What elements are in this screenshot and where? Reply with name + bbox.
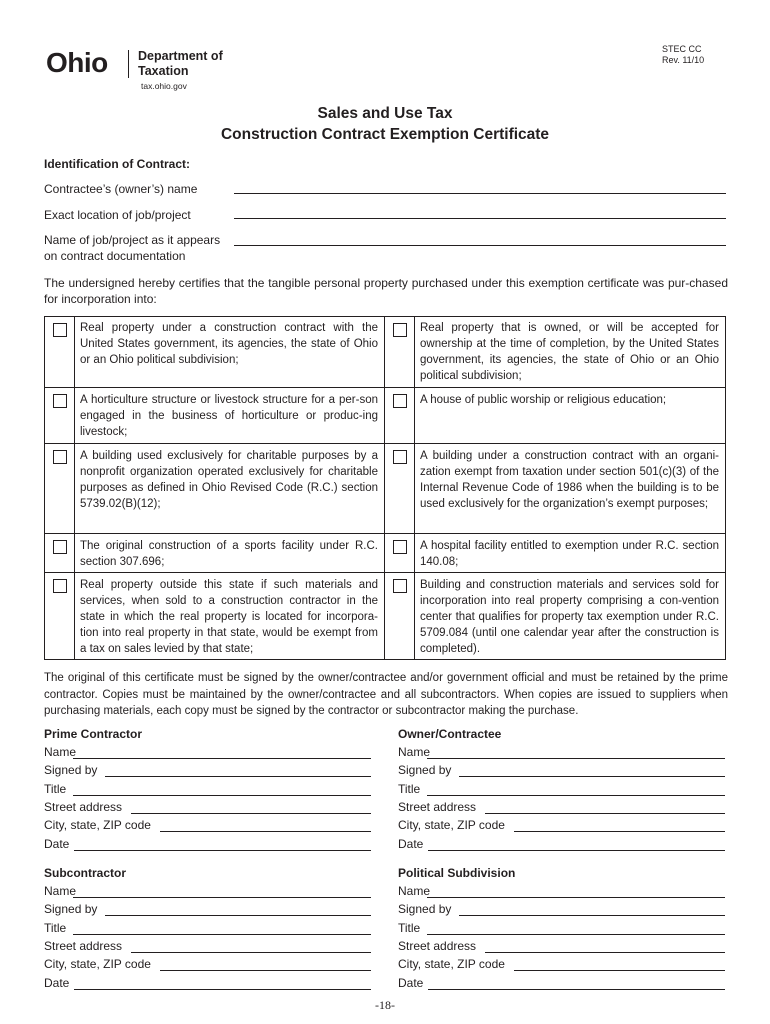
checkbox-federal-state-contract[interactable]: [53, 323, 67, 337]
logo-ohio-word: Ohio: [46, 47, 108, 78]
prime-field-label: Signed by: [44, 763, 98, 777]
job-name-label-2: on contract documentation: [44, 249, 186, 263]
form-identifier: [662, 44, 732, 66]
checkbox-sports-facility[interactable]: [53, 540, 67, 554]
prime-field-input[interactable]: [105, 776, 371, 777]
checkbox-house-of-worship[interactable]: [393, 394, 407, 408]
grid-row-divider: [44, 443, 726, 444]
job-name-label-1: Name of job/project as it appears: [44, 233, 221, 247]
political-field-label: Signed by: [398, 902, 452, 916]
checkbox-charitable-building[interactable]: [53, 450, 67, 464]
owner-field-input[interactable]: [459, 776, 725, 777]
owner-field-input[interactable]: [514, 831, 725, 832]
option-convention-center: Building and construction materials and services sold for incorporation into real property comprising a con-vention center that qualifies for property tax exemption under R.C. 5709.084 (until one calendar year after the construction is completed).: [420, 579, 719, 655]
job-name-field[interactable]: [234, 245, 726, 246]
retention-note: The original of this certificate must be signed by the owner/contractee and/or government official and must be retained by the prime contractor. Copies must be maintained by the owner/contractee and all subcontractors. When copies are issued to suppliers when purchasing materials, each copy must be signed by the contractor or subcontractor making the purchase.: [44, 672, 728, 717]
political-field-label: Title: [398, 921, 421, 935]
political-field-label: City, state, ZIP code: [398, 957, 505, 971]
sub-field-label: City, state, ZIP code: [44, 957, 151, 971]
sub-field-label: Street address: [44, 939, 123, 953]
political-field-input[interactable]: [427, 934, 725, 935]
checkbox-convention-center[interactable]: [393, 579, 407, 593]
sub-field-label: Date: [44, 976, 70, 990]
owner-field-input[interactable]: [427, 795, 725, 796]
political-field-input[interactable]: [485, 952, 725, 953]
option-sports-facility: The original construction of a sports facility under R.C. section 307.696;: [80, 540, 378, 568]
sub-field-input[interactable]: [131, 952, 371, 953]
prime-field-label: City, state, ZIP code: [44, 818, 151, 832]
checkbox-government-owned-property[interactable]: [393, 323, 407, 337]
grid-row-divider: [44, 387, 726, 388]
prime-field-input[interactable]: [131, 813, 371, 814]
form-code: STEC CC: [662, 44, 702, 54]
option-horticulture-structure: A horticulture structure or livestock structure for a per-son engaged in the business of horticulture or produc-ing livestock;: [80, 394, 378, 438]
sub-field-label: Title: [44, 921, 67, 935]
checkbox-hospital-facility[interactable]: [393, 540, 407, 554]
owner-field-label: Date: [398, 837, 424, 851]
prime-field-input[interactable]: [160, 831, 371, 832]
subcontractor-heading: Subcontractor: [44, 866, 127, 880]
political-field-input[interactable]: [427, 897, 725, 898]
logo-divider: [128, 50, 129, 78]
political-field-label: Date: [398, 976, 424, 990]
option-house-of-worship: A house of public worship or religious education;: [420, 394, 667, 406]
sub-field-input[interactable]: [74, 989, 371, 990]
option-government-owned-property: Real property that is owned, or will be accepted for ownership at the time of completion, by the United States government, its agencies, the state of Ohio or an Ohio political subdivision;: [420, 322, 719, 382]
prime-contractor-heading: Prime Contractor: [44, 727, 143, 741]
title-line-2: Construction Contract Exemption Certificate: [220, 126, 550, 143]
grid-col-divider: [384, 316, 385, 660]
sub-field-input[interactable]: [160, 970, 371, 971]
identification-heading: Identification of Contract:: [44, 157, 190, 171]
owner-field-label: City, state, ZIP code: [398, 818, 505, 832]
sub-field-input[interactable]: [73, 897, 371, 898]
form-revision: Rev. 11/10: [662, 55, 705, 65]
political-field-label: Street address: [398, 939, 477, 953]
political-field-input[interactable]: [459, 915, 725, 916]
title-line-1: Sales and Use Tax: [317, 105, 453, 122]
checkbox-horticulture-structure[interactable]: [53, 394, 67, 408]
owner-contractee-heading: Owner/Contractee: [398, 727, 502, 741]
contractee-name-field[interactable]: [234, 193, 726, 194]
option-out-of-state-property: Real property outside this state if such materials and services, when sold to a construction contractor in the state in which the real property is located for incorpora-tion into real property in that state, would be exempt from a tax on sales levied by that state;: [80, 579, 378, 655]
owner-field-label: Name: [398, 745, 431, 759]
sub-field-label: Name: [44, 884, 77, 898]
option-hospital-facility: A hospital facility entitled to exemption under R.C. section 140.08;: [420, 540, 719, 568]
owner-field-input[interactable]: [427, 758, 725, 759]
prime-field-input[interactable]: [74, 850, 371, 851]
grid-row-divider: [44, 572, 726, 573]
certify-statement: The undersigned hereby certifies that the tangible personal property purchased under this exemption certificate was pur-chased for incorporation into:: [44, 276, 728, 306]
option-501c3-building: A building under a construction contract with an organi-zation exempt from taxation under section 501(c)(3) of the Internal Revenue Code of 1986 when the building is to be used exclusively for the organization’s exempt purposes;: [420, 450, 719, 510]
contractee-label: Contractee’s (owner’s) name: [44, 182, 198, 196]
prime-field-label: Name: [44, 745, 77, 759]
political-field-input[interactable]: [428, 989, 725, 990]
sub-field-label: Signed by: [44, 902, 98, 916]
political-field-input[interactable]: [514, 970, 725, 971]
political-subdivision-heading: Political Subdivision: [398, 866, 516, 880]
owner-field-label: Title: [398, 782, 421, 796]
grid-row-divider: [44, 533, 726, 534]
sub-field-input[interactable]: [73, 934, 371, 935]
owner-field-label: Signed by: [398, 763, 452, 777]
grid-col-divider: [414, 316, 415, 660]
grid-col-divider: [74, 316, 75, 660]
option-federal-state-contract: Real property under a construction contract with the United States government, its agencies, the state of Ohio or an Ohio political subdivision;: [80, 322, 378, 366]
owner-field-input[interactable]: [428, 850, 725, 851]
prime-field-input[interactable]: [73, 795, 371, 796]
job-location-field[interactable]: [234, 218, 726, 219]
prime-field-input[interactable]: [73, 758, 371, 759]
option-charitable-building: A building used exclusively for charitable purposes by a nonprofit organization operated exclusively for charitable purposes as defined in Ohio Revised Code (R.C.) section 5739.02(B)(12);: [80, 450, 378, 510]
logo-department: Department of Taxation: [138, 49, 223, 78]
checkbox-out-of-state-property[interactable]: [53, 579, 67, 593]
prime-field-label: Date: [44, 837, 70, 851]
prime-field-label: Street address: [44, 800, 123, 814]
sub-field-input[interactable]: [105, 915, 371, 916]
location-label: Exact location of job/project: [44, 208, 191, 222]
political-field-label: Name: [398, 884, 431, 898]
page-number: -18-: [375, 998, 395, 1012]
logo-url: tax.ohio.gov: [141, 81, 187, 91]
prime-field-label: Title: [44, 782, 67, 796]
checkbox-501c3-building[interactable]: [393, 450, 407, 464]
owner-field-label: Street address: [398, 800, 477, 814]
owner-field-input[interactable]: [485, 813, 725, 814]
